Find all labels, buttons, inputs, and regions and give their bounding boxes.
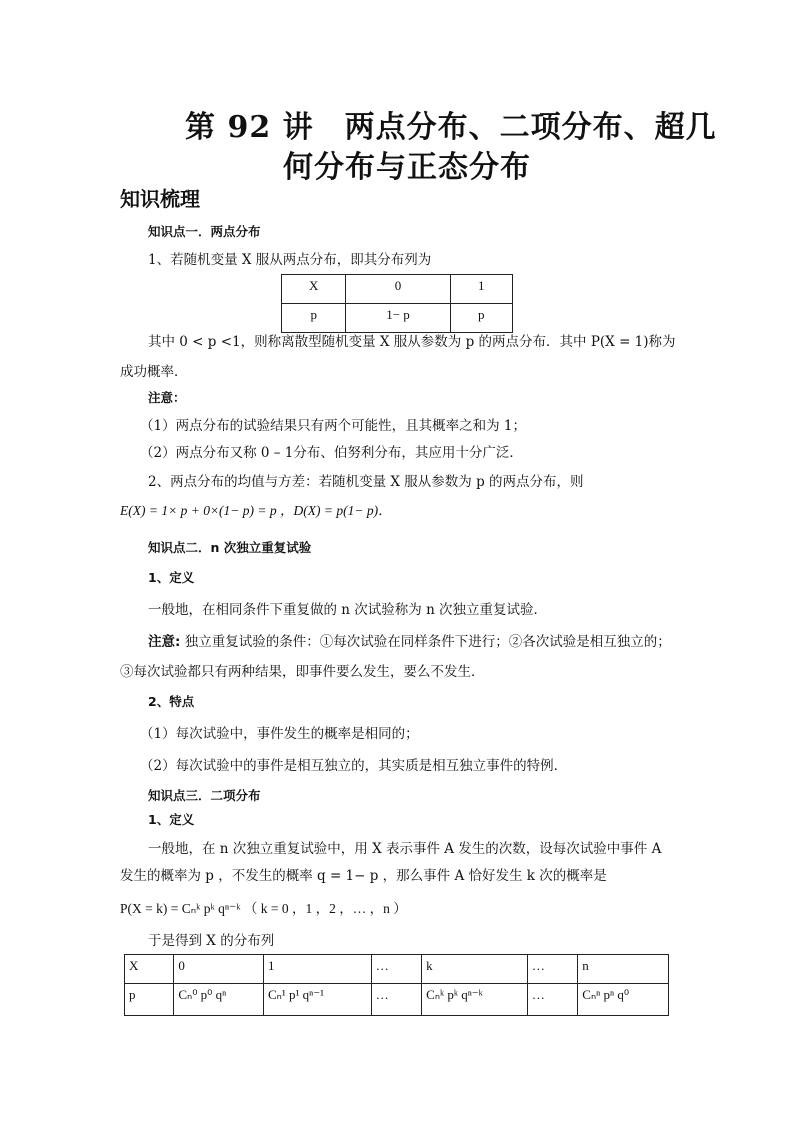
table-cell: 0 [174,955,264,984]
table-cell: 1 [264,955,372,984]
kp2-feature2: （2）每次试验中的事件是相互独立的，其实质是相互独立事件的特例． [140,758,568,774]
kp3-formula: P(X = k) = Cₙᵏ pᵏ qⁿ⁻ᵏ （ k = 0 ，1 ，2 ，… ，n ） [120,901,407,916]
kp2-feature1: （1）每次试验中，事件发生的概率是相同的； [140,726,419,742]
kp3-def2: 发生的概率为 p ，不发生的概率 q = 1− p ，那么事件 A 恰好发生 k 次的概率是 [120,868,607,884]
kp1-heading: 知识点一．两点分布 [148,224,261,239]
table-row [125,955,669,984]
kp1-text2: 成功概率． [120,364,188,380]
table-cell: 0 [346,275,450,304]
table-cell: 1 [450,275,512,304]
table-cell: p [125,984,174,1016]
table-cell: … [371,955,421,984]
kp2-sub1: 1、定义 [148,570,195,585]
table-cell: k [422,955,528,984]
kp1-note2: （2）两点分布又称 0 – 1分布、伯努利分布，其应用十分广泛． [140,445,523,461]
kp2-note-text2: ③每次试验都只有两种结果，即事件要么发生，要么不发生． [120,664,485,680]
kp2-note-text: 独立重复试验的条件：①每次试验在同样条件下进行；②各次试验是相互独立的； [180,634,671,650]
kp3-def1: 一般地，在 n 次独立重复试验中，用 X 表示事件 A 发生的次数，设每次试验中事件 A [148,841,662,857]
kp2-note [148,630,671,650]
kp2-heading: 知识点二．n 次独立重复试验 [148,540,312,555]
table-cell: p [450,304,512,333]
table-cell: Cₙ⁰ p⁰ qⁿ [174,984,264,1016]
table-cell: n [578,955,669,984]
table-cell: Cₙᵏ pᵏ qⁿ⁻ᵏ [422,984,528,1016]
table-cell: Cₙⁿ pⁿ q⁰ [578,984,669,1016]
kp2-def: 一般地，在相同条件下重复做的 n 次试验称为 n 次独立重复试验． [148,602,548,618]
kp1-item2: 2、两点分布的均值与方差：若随机变量 X 服从参数为 p 的两点分布，则 [148,474,584,490]
table-cell: X [282,275,346,304]
document-title-line2: 何分布与正态分布 [283,150,531,185]
kp1-formula: E(X) = 1× p + 0×(1− p) = p ，D(X) = p(1− p)． [120,503,392,518]
kp3-heading: 知识点三．二项分布 [148,788,261,803]
kp1-note1: （1）两点分布的试验结果只有两个可能性，且其概率之和为 1； [140,418,526,434]
table-row [282,304,513,333]
kp2-sub2: 2、特点 [148,694,195,709]
table-cell: … [527,984,577,1016]
table-cell: … [527,955,577,984]
two-point-distribution-table [281,274,513,333]
table-row [282,275,513,304]
table-cell: 1− p [346,304,450,333]
section-heading: 知识梳理 [120,187,200,211]
kp1-item1: 1、若随机变量 X 服从两点分布，即其分布列为 [148,252,432,268]
table-cell: X [125,955,174,984]
kp3-dist-label: 于是得到 X 的分布列 [148,933,275,949]
kp1-note-label: 注意： [148,390,186,405]
table-cell: … [371,984,421,1016]
binomial-distribution-table [124,954,669,1016]
kp2-note-label: 注意: [148,634,181,650]
table-cell: p [282,304,346,333]
kp3-sub1: 1、定义 [148,812,195,827]
table-row [125,984,669,1016]
document-title-line1: 第 92 讲 两点分布、二项分布、超几 [185,110,717,145]
kp1-text1: 其中 0 < p <1，则称离散型随机变量 X 服从参数为 p 的两点分布．其中 P(X = 1)称为 [148,334,676,350]
table-cell: Cₙ¹ p¹ qⁿ⁻¹ [264,984,372,1016]
